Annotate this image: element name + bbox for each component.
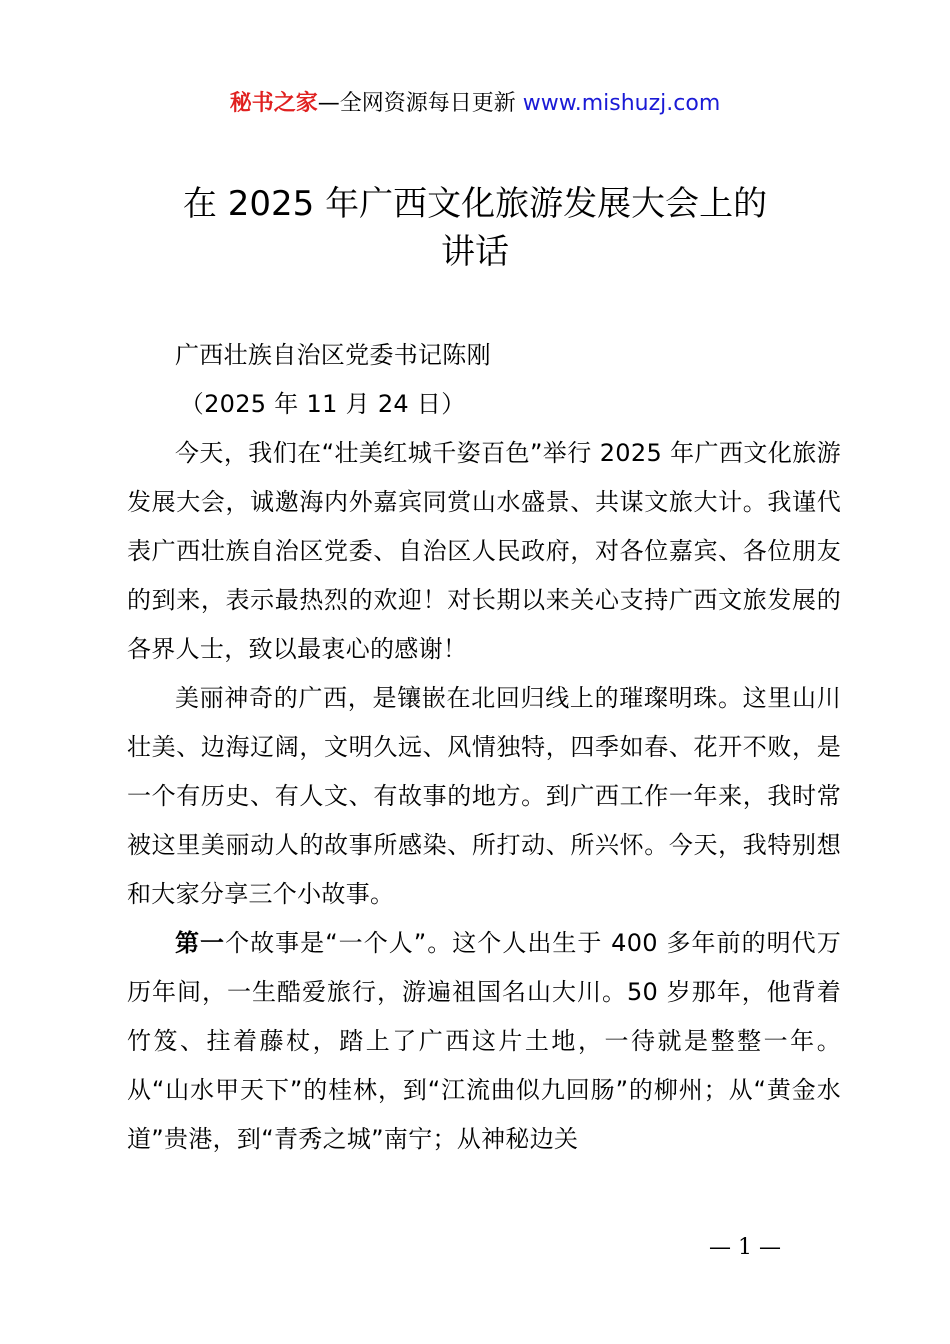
paragraph-text: 今天，我们在“壮美红城千姿百色”举行 2025 年广西文化旅游发展大会，诚邀海内外嘉宾同赏山水盛景、共谋文旅大计。我谨代表广西壮族自治区党委、自治区人民政府，对各位嘉宾、各位朋友的到来，表示最热烈的欢迎！对长期以来关心支持广西文旅发展的各界人士，致以最衷心的感谢！ xyxy=(127,439,841,663)
author-line: 广西壮族自治区党委书记陈刚 xyxy=(175,341,491,369)
paragraph-lead: 第一 xyxy=(175,929,226,957)
paragraph xyxy=(127,674,841,919)
header-tagline: —全网资源每日更新 xyxy=(317,91,516,116)
page-number: — 1 — xyxy=(709,1235,781,1260)
title-line-2: 讲话 xyxy=(441,232,509,272)
paragraph xyxy=(127,429,841,674)
paragraph-text: 个故事是“一个人”。这个人出生于 400 多年前的明代万历年间，一生酷爱旅行，游遍祖国名山大川。50 岁那年，他背着竹笈、拄着藤杖，踏上了广西这片土地，一待就是整整一年。从“山水甲天下”的桂林，到“江流曲似九回肠”的柳州；从“黄金水道”贵港，到“青秀之城”南宁；从神秘边关 xyxy=(127,929,841,1153)
site-header xyxy=(0,88,950,120)
document-body xyxy=(127,331,841,1164)
paragraph-text: 美丽神奇的广西，是镶嵌在北回归线上的璀璨明珠。这里山川壮美、边海辽阔，文明久远、风情独特，四季如春、花开不败，是一个有历史、有人文、有故事的地方。到广西工作一年来，我时常被这里美丽动人的故事所感染、所打动、所兴怀。今天，我特别想和大家分享三个小故事。 xyxy=(127,684,841,908)
date-line: （2025 年 11 月 24 日） xyxy=(179,390,466,418)
document-title xyxy=(0,180,950,276)
paragraph xyxy=(127,919,841,1164)
website-link[interactable]: www.mishuzj.com xyxy=(522,91,721,116)
brand-name: 秘书之家 xyxy=(229,91,318,116)
title-line-1: 在 2025 年广西文化旅游发展大会上的 xyxy=(182,184,768,224)
